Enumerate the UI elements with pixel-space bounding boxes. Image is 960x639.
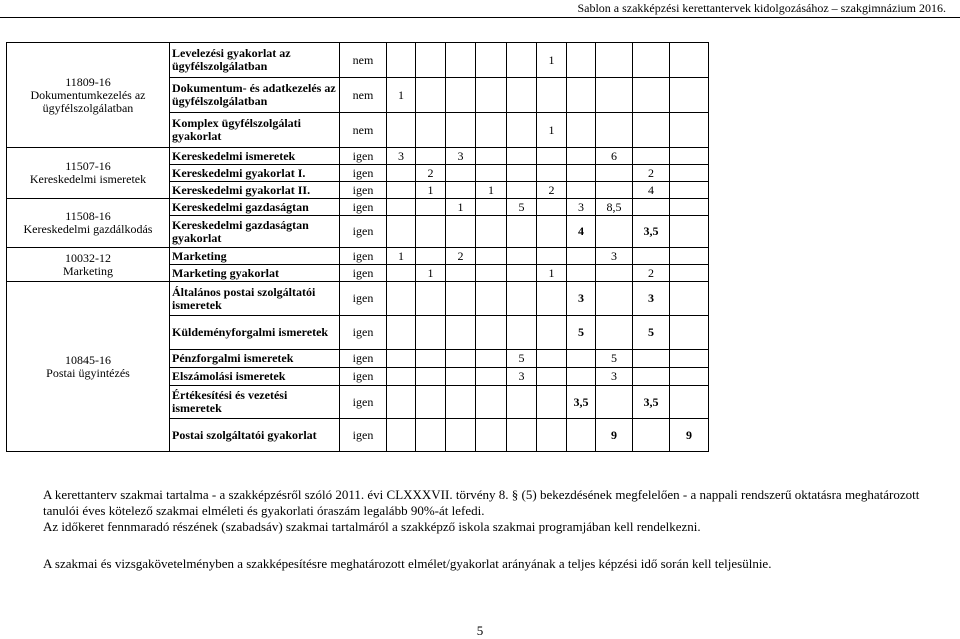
- subject-name: Kereskedelmi gyakorlat I.: [170, 165, 340, 182]
- hours-cell: [537, 350, 567, 368]
- hours-cell: [567, 368, 596, 386]
- hours-cell: [387, 165, 416, 182]
- hours-cell: 3: [446, 148, 476, 165]
- hours-cell: [446, 182, 476, 199]
- module-cell: [7, 199, 170, 248]
- hours-cell: 5: [567, 316, 596, 350]
- hours-cell: [446, 386, 476, 419]
- hours-cell: [567, 265, 596, 282]
- hours-cell: [633, 78, 670, 113]
- hours-cell: [446, 216, 476, 248]
- subject-name: Levelezési gyakorlat az ügyfélszolgálatban: [170, 43, 340, 78]
- hours-cell: 3,5: [567, 386, 596, 419]
- hours-cell: [507, 43, 537, 78]
- hours-cell: [507, 386, 537, 419]
- hours-cell: 8,5: [596, 199, 633, 216]
- hours-cell: [507, 282, 537, 316]
- required-cell: igen: [340, 148, 387, 165]
- hours-cell: [416, 43, 446, 78]
- hours-cell: 5: [633, 316, 670, 350]
- hours-cell: 3: [633, 282, 670, 316]
- hours-cell: 1: [387, 248, 416, 265]
- hours-cell: [633, 199, 670, 216]
- hours-cell: [387, 182, 416, 199]
- hours-cell: [537, 148, 567, 165]
- hours-cell: [567, 165, 596, 182]
- hours-cell: [670, 248, 709, 265]
- module-code: 11507-16: [65, 159, 111, 173]
- hours-cell: [446, 165, 476, 182]
- hours-cell: [476, 316, 507, 350]
- hours-cell: [416, 350, 446, 368]
- hours-cell: [537, 316, 567, 350]
- hours-cell: [387, 216, 416, 248]
- hours-cell: [476, 248, 507, 265]
- hours-cell: [537, 419, 567, 452]
- required-cell: igen: [340, 368, 387, 386]
- module-code: 10845-16: [65, 352, 111, 367]
- subject-name: Dokumentum- és adatkezelés az ügyfélszolgálatban: [170, 78, 340, 113]
- hours-cell: [567, 148, 596, 165]
- module-cell: [7, 148, 170, 199]
- hours-cell: 1: [416, 182, 446, 199]
- hours-cell: [387, 386, 416, 419]
- hours-cell: [416, 216, 446, 248]
- hours-cell: [446, 282, 476, 316]
- subject-name: Komplex ügyfélszolgálati gyakorlat: [170, 113, 340, 148]
- hours-cell: [670, 43, 709, 78]
- hours-cell: 3: [596, 248, 633, 265]
- hours-cell: [446, 350, 476, 368]
- module-name: Kereskedelmi gazdálkodás: [23, 222, 153, 236]
- hours-cell: [387, 199, 416, 216]
- hours-cell: [446, 419, 476, 452]
- hours-cell: [387, 368, 416, 386]
- hours-cell: [507, 165, 537, 182]
- hours-cell: [416, 282, 446, 316]
- table-row: [7, 282, 939, 316]
- hours-cell: [507, 316, 537, 350]
- hours-cell: [416, 386, 446, 419]
- hours-cell: [476, 199, 507, 216]
- hours-cell: 1: [416, 265, 446, 282]
- hours-cell: [596, 386, 633, 419]
- curriculum-table: [6, 42, 939, 452]
- hours-cell: [537, 368, 567, 386]
- hours-cell: [633, 148, 670, 165]
- required-cell: igen: [340, 265, 387, 282]
- hours-cell: [476, 386, 507, 419]
- required-cell: nem: [340, 78, 387, 113]
- hours-cell: [567, 78, 596, 113]
- hours-cell: [416, 113, 446, 148]
- subject-name: Kereskedelmi gyakorlat II.: [170, 182, 340, 199]
- hours-cell: 3,5: [633, 216, 670, 248]
- hours-cell: [633, 43, 670, 78]
- module-cell: [7, 248, 170, 282]
- required-cell: nem: [340, 113, 387, 148]
- subject-name: Marketing gyakorlat: [170, 265, 340, 282]
- required-cell: igen: [340, 216, 387, 248]
- hours-cell: [567, 350, 596, 368]
- module-cell: [7, 43, 170, 148]
- header-title: Sablon a szakképzési kerettantervek kidolgozásához – szakgimnázium 2016.: [577, 1, 946, 15]
- hours-cell: 5: [596, 350, 633, 368]
- subject-name: Pénzforgalmi ismeretek: [170, 350, 340, 368]
- hours-cell: [633, 113, 670, 148]
- hours-cell: [633, 419, 670, 452]
- page-header: [0, 0, 960, 18]
- hours-cell: [416, 316, 446, 350]
- hours-cell: 1: [387, 78, 416, 113]
- subject-name: Elszámolási ismeretek: [170, 368, 340, 386]
- table-row: [7, 248, 939, 265]
- module-name: Dokumentumkezelés az ügyfélszolgálatban: [30, 87, 146, 115]
- paragraph-free-band: Az időkeret fennmaradó részének (szabadsáv) szakmai tartalmáról a szakképző iskola szakmai programjában kell rendelkezni.: [43, 519, 701, 534]
- module-code: 10032-12: [65, 250, 111, 265]
- required-cell: igen: [340, 199, 387, 216]
- subject-name: Értékesítési és vezetési ismeretek: [170, 386, 340, 419]
- hours-cell: [416, 368, 446, 386]
- hours-cell: [507, 148, 537, 165]
- hours-cell: 9: [670, 419, 709, 452]
- hours-cell: [670, 78, 709, 113]
- subject-name: Marketing: [170, 248, 340, 265]
- hours-cell: [446, 316, 476, 350]
- hours-cell: [596, 316, 633, 350]
- header-rule: [0, 17, 960, 18]
- hours-cell: [537, 386, 567, 419]
- hours-cell: [387, 350, 416, 368]
- subject-name: Kereskedelmi gazdaságtan: [170, 199, 340, 216]
- required-cell: igen: [340, 282, 387, 316]
- hours-cell: [446, 43, 476, 78]
- hours-cell: [596, 113, 633, 148]
- hours-cell: [537, 165, 567, 182]
- hours-cell: [416, 78, 446, 113]
- hours-cell: 2: [633, 165, 670, 182]
- hours-cell: [416, 419, 446, 452]
- hours-cell: 5: [507, 199, 537, 216]
- hours-cell: 3: [567, 199, 596, 216]
- hours-cell: [670, 368, 709, 386]
- hours-cell: [507, 216, 537, 248]
- required-cell: igen: [340, 419, 387, 452]
- hours-cell: [567, 43, 596, 78]
- module-cell: [7, 282, 170, 452]
- hours-cell: [507, 182, 537, 199]
- paragraph-ratio: A szakmai és vizsgakövetelményben a szakképesítésre meghatározott elmélet/gyakorlat arányának a teljes képzési idő során kell teljesülnie.: [43, 556, 772, 571]
- hours-cell: [416, 199, 446, 216]
- hours-cell: [596, 43, 633, 78]
- hours-cell: 1: [537, 113, 567, 148]
- hours-cell: 1: [537, 265, 567, 282]
- module-name: Postai ügyintézés: [46, 365, 130, 380]
- hours-cell: [387, 282, 416, 316]
- hours-cell: [670, 199, 709, 216]
- hours-cell: [387, 43, 416, 78]
- hours-cell: [670, 386, 709, 419]
- hours-cell: [670, 216, 709, 248]
- hours-cell: [476, 265, 507, 282]
- paragraph-scope: A kerettanterv szakmai tartalma - a szakképzésről szóló 2011. évi CLXXXVII. törvény 8. § (5) bekezdésének megfelelően - a nappali rendszerű oktatásra meghatározott tanulói éves kötelező szakmai elméleti és gyakorlati óraszám legalább 90%-át lefedi.: [43, 487, 920, 518]
- hours-cell: [567, 419, 596, 452]
- hours-cell: 4: [567, 216, 596, 248]
- module-name: Kereskedelmi ismeretek: [29, 172, 147, 186]
- hours-cell: [476, 148, 507, 165]
- hours-cell: [476, 368, 507, 386]
- module-name: Marketing: [63, 263, 113, 278]
- hours-cell: 6: [596, 148, 633, 165]
- hours-cell: [633, 368, 670, 386]
- hours-cell: [476, 165, 507, 182]
- hours-cell: [476, 43, 507, 78]
- hours-cell: 1: [446, 199, 476, 216]
- hours-cell: [476, 282, 507, 316]
- hours-cell: [446, 368, 476, 386]
- hours-cell: [567, 182, 596, 199]
- hours-cell: [596, 165, 633, 182]
- hours-cell: [567, 248, 596, 265]
- hours-cell: [416, 248, 446, 265]
- hours-cell: [596, 265, 633, 282]
- hours-cell: [476, 113, 507, 148]
- hours-cell: 5: [507, 350, 537, 368]
- hours-cell: [387, 316, 416, 350]
- hours-cell: [507, 78, 537, 113]
- required-cell: igen: [340, 350, 387, 368]
- hours-cell: 1: [537, 43, 567, 78]
- hours-cell: [476, 350, 507, 368]
- subject-name: Küldeményforgalmi ismeretek: [170, 316, 340, 350]
- module-code: 11809-16: [65, 74, 111, 89]
- subject-name: Kereskedelmi ismeretek: [170, 148, 340, 165]
- page-number: 5: [476, 623, 484, 638]
- hours-cell: 1: [476, 182, 507, 199]
- required-cell: igen: [340, 248, 387, 265]
- hours-cell: [670, 148, 709, 165]
- subject-name: Általános postai szolgáltatói ismeretek: [170, 282, 340, 316]
- hours-cell: 2: [537, 182, 567, 199]
- hours-cell: [416, 148, 446, 165]
- hours-cell: [476, 419, 507, 452]
- hours-cell: 2: [416, 165, 446, 182]
- hours-cell: 3,5: [633, 386, 670, 419]
- hours-cell: [537, 282, 567, 316]
- hours-cell: [387, 265, 416, 282]
- hours-cell: [537, 248, 567, 265]
- hours-cell: 2: [446, 248, 476, 265]
- module-code: 11508-16: [65, 209, 111, 223]
- hours-cell: [507, 265, 537, 282]
- hours-cell: [537, 199, 567, 216]
- hours-cell: [507, 419, 537, 452]
- hours-cell: [476, 78, 507, 113]
- hours-cell: [670, 350, 709, 368]
- hours-cell: [596, 78, 633, 113]
- hours-cell: [387, 113, 416, 148]
- hours-cell: [670, 165, 709, 182]
- required-cell: igen: [340, 165, 387, 182]
- hours-cell: 3: [596, 368, 633, 386]
- hours-cell: [446, 265, 476, 282]
- hours-cell: 3: [387, 148, 416, 165]
- hours-cell: [670, 265, 709, 282]
- hours-cell: [633, 350, 670, 368]
- hours-cell: [670, 182, 709, 199]
- required-cell: igen: [340, 386, 387, 419]
- hours-cell: 9: [596, 419, 633, 452]
- hours-cell: [446, 113, 476, 148]
- hours-cell: 4: [633, 182, 670, 199]
- hours-cell: [670, 113, 709, 148]
- subject-name: Postai szolgáltatói gyakorlat: [170, 419, 340, 452]
- hours-cell: [537, 78, 567, 113]
- hours-cell: [446, 78, 476, 113]
- required-cell: nem: [340, 43, 387, 78]
- hours-cell: [507, 113, 537, 148]
- hours-cell: 2: [633, 265, 670, 282]
- hours-cell: [670, 282, 709, 316]
- hours-cell: [476, 216, 507, 248]
- hours-cell: [387, 419, 416, 452]
- hours-cell: [596, 216, 633, 248]
- table-row: [7, 148, 939, 165]
- hours-cell: [633, 248, 670, 265]
- hours-cell: [596, 282, 633, 316]
- hours-cell: [567, 113, 596, 148]
- subject-name: Kereskedelmi gazdaságtan gyakorlat: [170, 216, 340, 248]
- table-row: [7, 199, 939, 216]
- hours-cell: [596, 182, 633, 199]
- hours-cell: [670, 316, 709, 350]
- hours-cell: [507, 248, 537, 265]
- required-cell: igen: [340, 316, 387, 350]
- required-cell: igen: [340, 182, 387, 199]
- hours-cell: 3: [507, 368, 537, 386]
- hours-cell: 3: [567, 282, 596, 316]
- hours-cell: [537, 216, 567, 248]
- table-row: [7, 43, 939, 78]
